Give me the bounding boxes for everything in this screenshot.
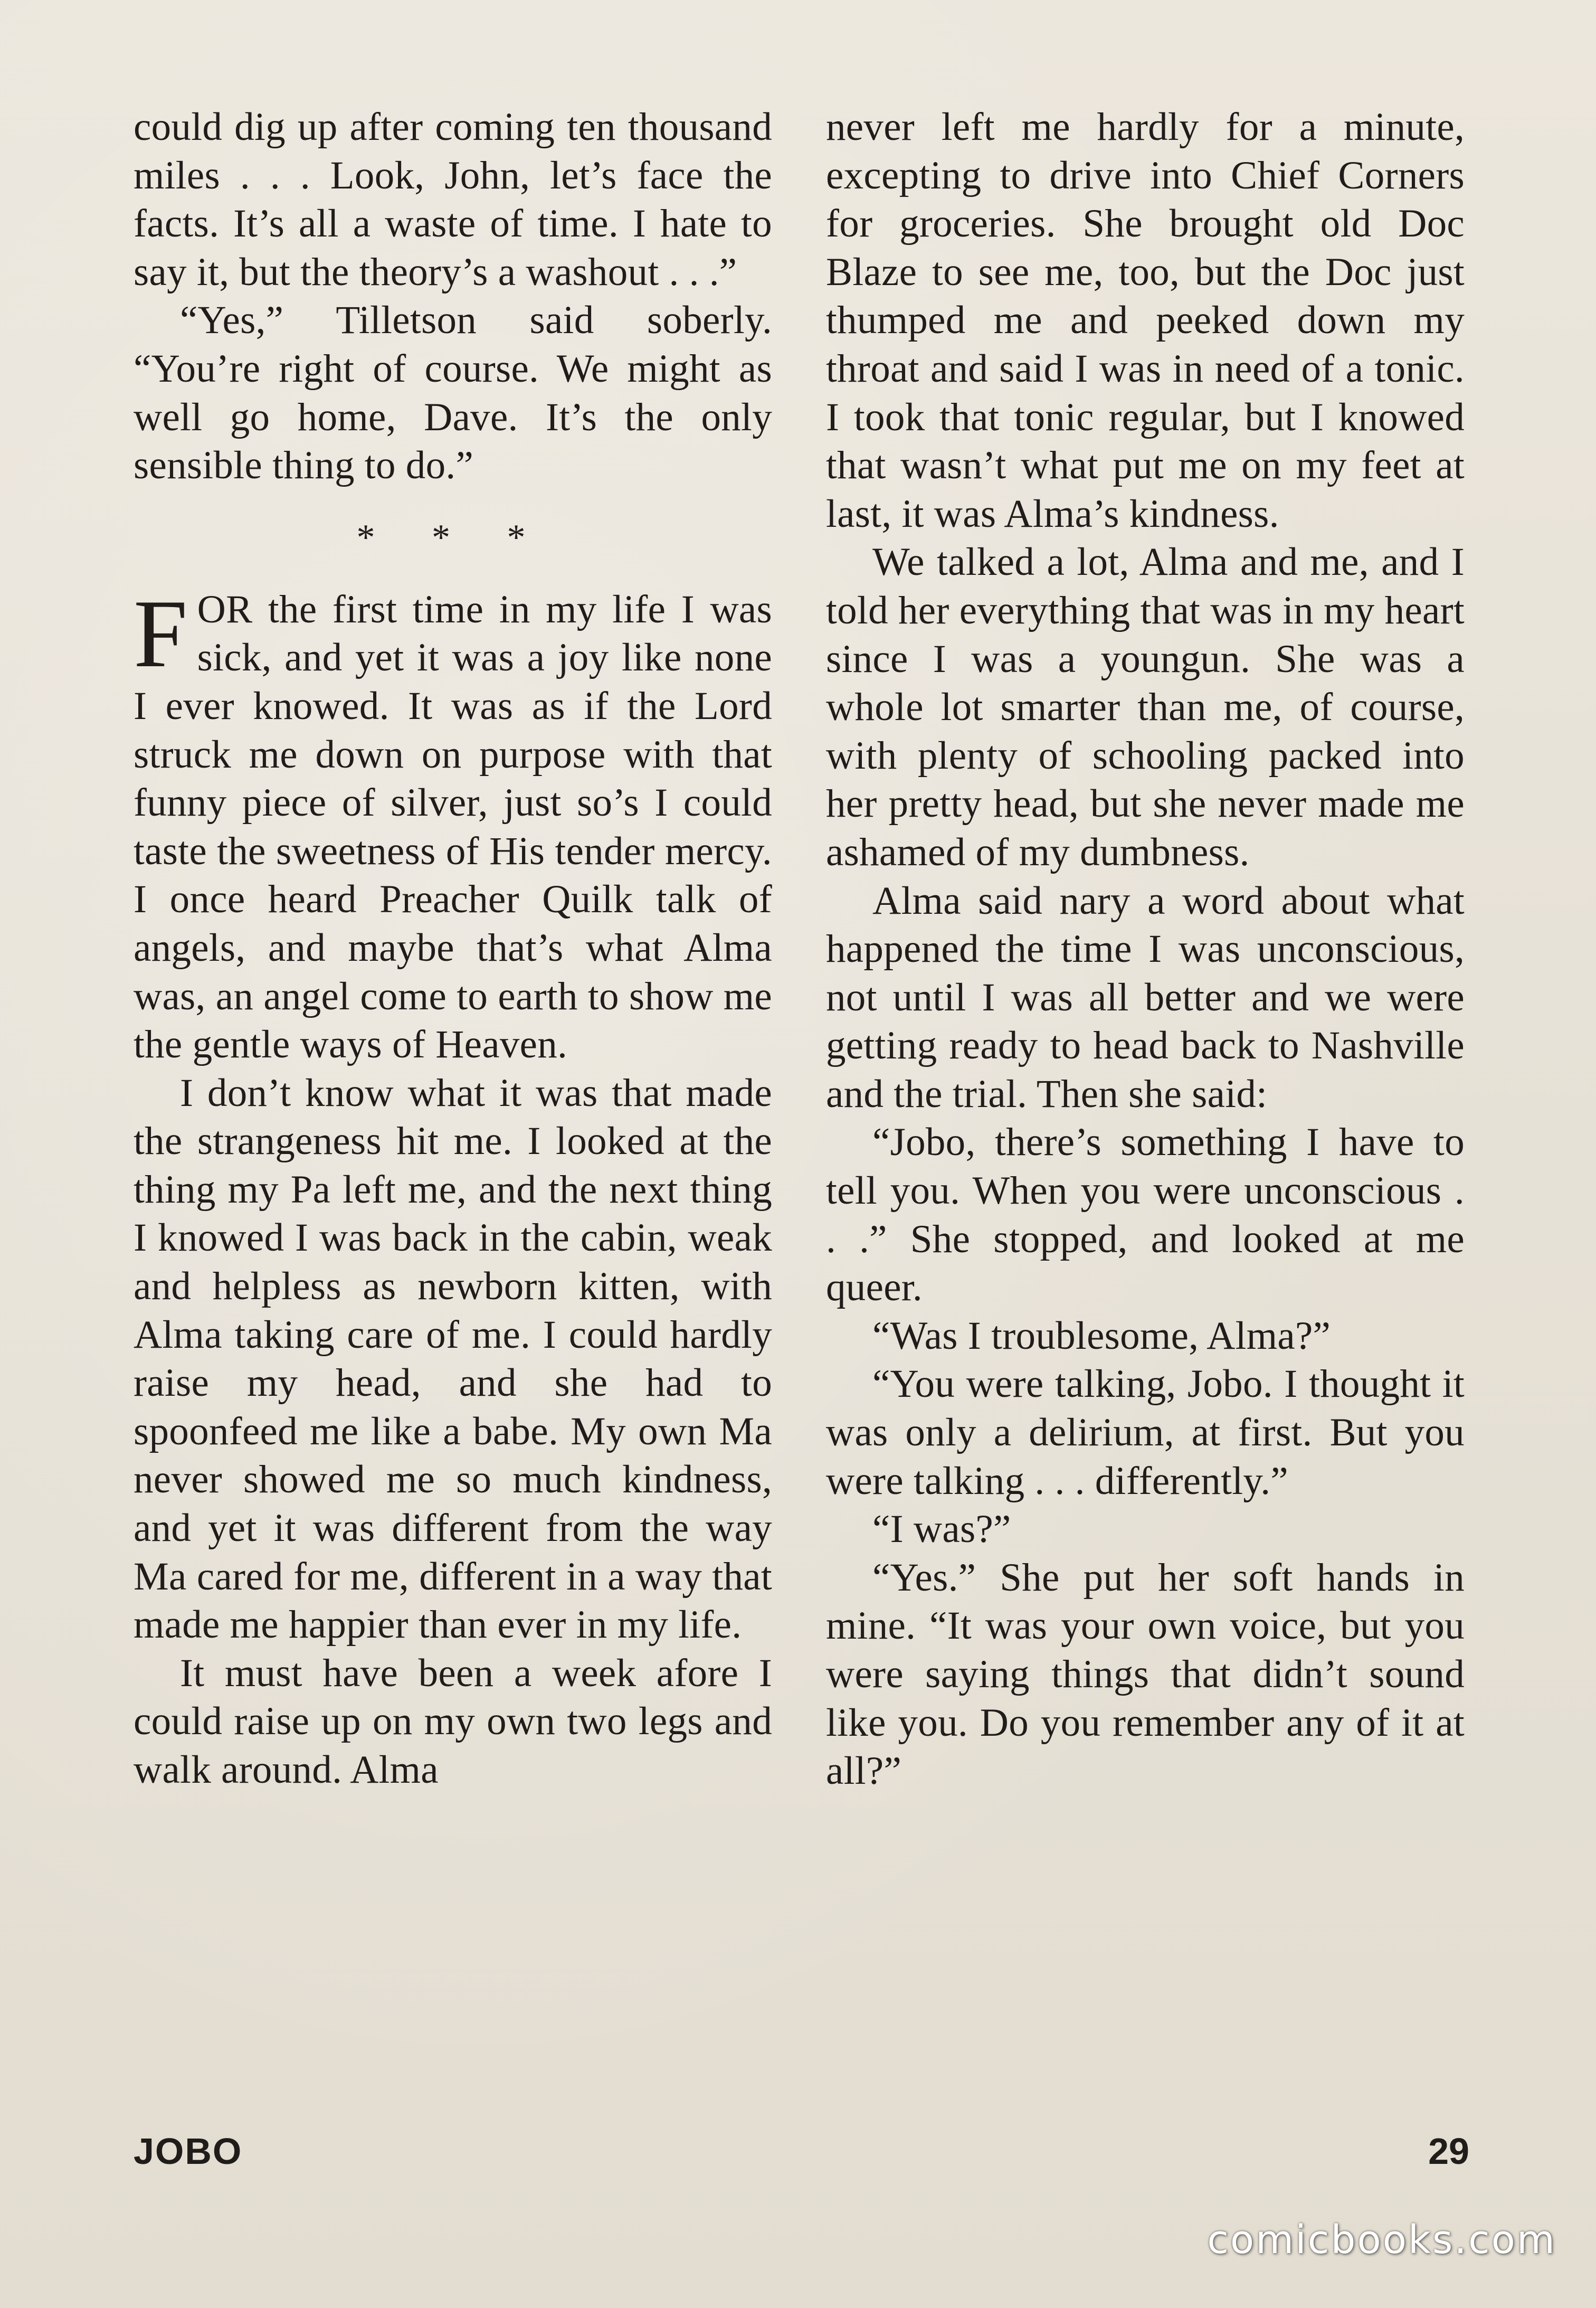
left-column — [134, 103, 772, 1794]
paragraph: I don’t know what it was that made the strangeness hit me. I looked at the thing my Pa left me, and the next thing I knowed I was back in the cabin, weak and helpless as newborn kitten, with Alma taking care of me. I could hardly raise my head, and she had to spoonfeed me like a babe. My own Ma never showed me so much kindness, and yet it was different from the way Ma cared for me, different in a way that made me happier than ever in my life. — [134, 1071, 772, 1647]
running-footer-title: JOBO — [134, 2131, 243, 2172]
right-column — [826, 103, 1465, 1795]
paragraph: could dig up after coming ten thousand miles . . . Look, John, let’s face the facts. It’s all a waste of time. I hate to say it, but the theory’s a washout . . .” — [134, 105, 772, 294]
paragraph: It must have been a week afore I could raise up on my own two legs and walk around. Alma — [134, 1651, 772, 1792]
section-break: * * * — [356, 517, 549, 558]
site-watermark: comicbooks.com — [1207, 2217, 1556, 2263]
paragraph: We talked a lot, Alma and me, and I told her everything that was in my heart since I was a youngun. She was a whole lot smarter than me, of course, with plenty of schooling packed into her pretty head, but she never made me ashamed of my dumbness. — [826, 540, 1465, 874]
paragraph: “Was I troublesome, Alma?” — [872, 1313, 1331, 1358]
drop-cap: F — [134, 579, 188, 687]
paragraph: “You were talking, Jobo. I thought it was only a delirium, at first. But you were talking . . . differently.” — [826, 1362, 1465, 1503]
paragraph-text: OR the first time in my life I was sick, and yet it was a joy like none I ever knowed. It was as if the Lord struck me down on purpose with that funny piece of silver, just so’s I could taste the sweetness of His tender mercy. I once heard Preacher Quilk talk of angels, and maybe that’s what Alma was, an angel come to earth to show me the gentle ways of Heaven. — [134, 587, 772, 1067]
paragraph: “Yes.” She put her soft hands in mine. “It was your own voice, but you were saying things that didn’t sound like you. Do you remember any of it at all?” — [826, 1555, 1465, 1793]
paragraph: never left me hardly for a minute, excepting to drive into Chief Corners for groceries. She brought old Doc Blaze to see me, too, but the Doc just thumped me and peeked down my throat and said I was in need of a tonic. I took that tonic regular, but I knowed that wasn’t what put me on my feet at last, it was Alma’s kindness. — [826, 105, 1465, 536]
dropcap-paragraph — [134, 579, 772, 1069]
paragraph: “Yes,” Tilletson said soberly. “You’re right of course. We might as well go home, Dave. It’s the only sensible thing to do.” — [134, 298, 772, 488]
paragraph: Alma said nary a word about what happened the time I was unconscious, not until I was all better and we were getting ready to head back to Nashville and the trial. Then she said: — [826, 878, 1465, 1116]
page-number: 29 — [1428, 2131, 1469, 2172]
paragraph: “Jobo, there’s something I have to tell you. When you were unconscious . . .” She stopped, and looked at me queer. — [826, 1120, 1465, 1310]
paragraph: “I was?” — [872, 1507, 1011, 1552]
